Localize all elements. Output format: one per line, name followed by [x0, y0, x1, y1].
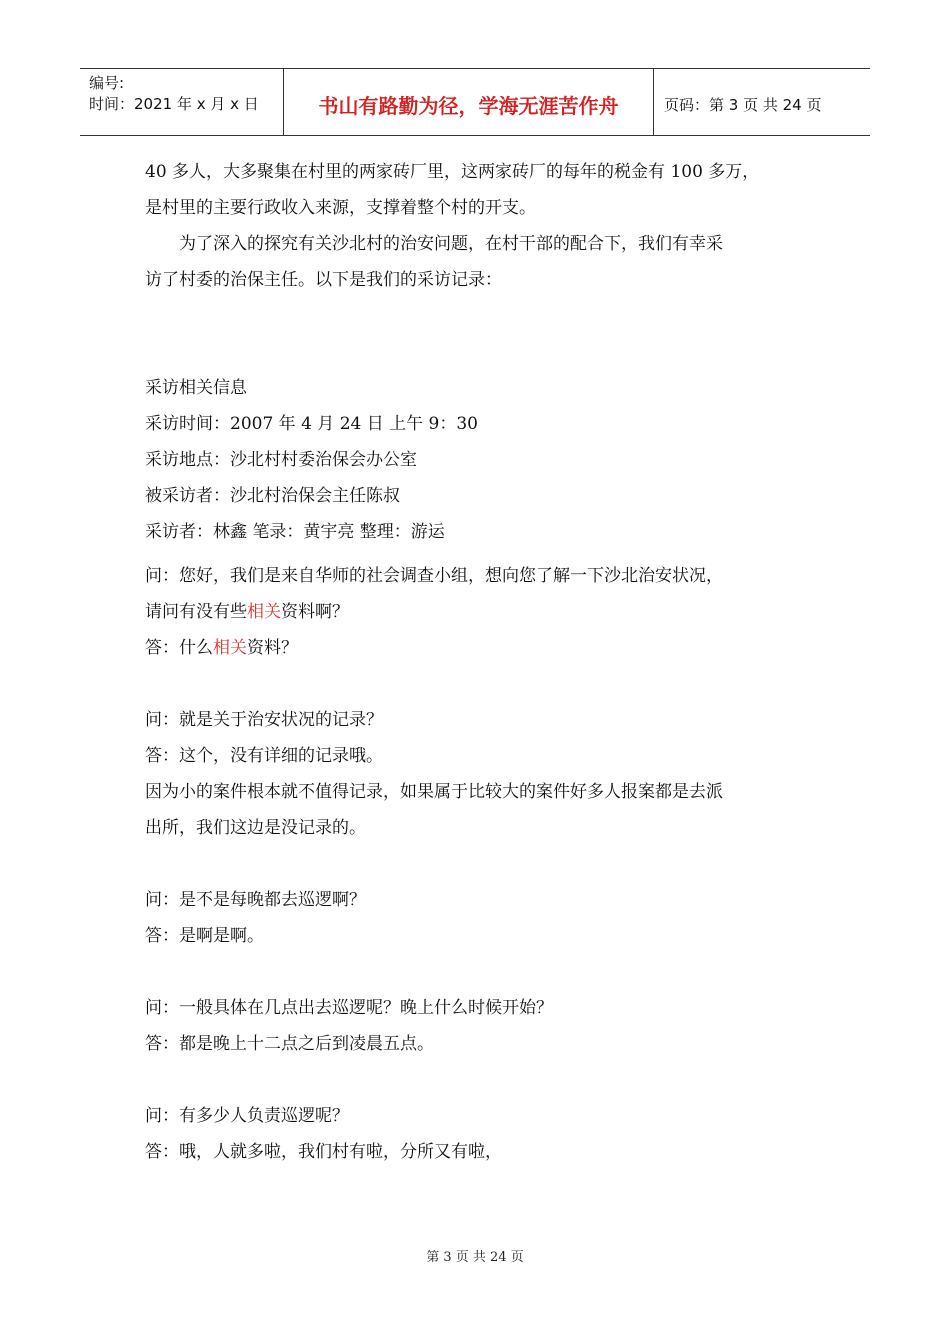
highlighted-term: 相关 [247, 602, 281, 622]
question-line [145, 594, 815, 630]
answer-line: 答：哦，人就多啦，我们村有啦，分所又有啦， [145, 1142, 502, 1162]
interview-info-title: 采访相关信息 [145, 378, 247, 398]
document-date: 时间：2021 年 x 月 x 日 [89, 95, 259, 113]
answer-line: 出所，我们这边是没记录的。 [145, 818, 366, 838]
interviewee: 被采访者：沙北村治保会主任陈叔 [145, 486, 400, 506]
interview-time: 采访时间：2007 年 4 月 24 日 上午 9：30 [145, 414, 478, 434]
paragraph-line: 为了深入的探究有关沙北村的治安问题，在村干部的配合下，我们有幸采 [179, 234, 723, 254]
text-span: 资料啊？ [281, 602, 349, 622]
header-meta [80, 69, 283, 135]
page-header [80, 68, 870, 136]
highlighted-term: 相关 [213, 638, 247, 658]
text-span: 资料？ [247, 638, 298, 658]
interview-staff: 采访者：林鑫 笔录：黄宇亮 整理：游运 [145, 522, 445, 542]
question-line: 问：有多少人负责巡逻呢？ [145, 1106, 349, 1126]
paragraph-line: 40 多人，大多聚集在村里的两家砖厂里，这两家砖厂的每年的税金有 100 多万， [145, 162, 760, 182]
question-line: 问：您好，我们是来自华师的社会调查小组，想向您了解一下沙北治安状况， [145, 566, 723, 586]
question-line: 问：是不是每晚都去巡逻啊？ [145, 890, 366, 910]
page-footer: 第 3 页 共 24 页 [426, 1250, 524, 1265]
header-motto: 书山有路勤为径，学海无涯苦作舟 [283, 69, 654, 135]
paragraph-line: 访了村委的治保主任。以下是我们的采访记录： [145, 270, 502, 290]
answer-line [145, 630, 815, 666]
header-page-number: 页码：第 3 页 共 24 页 [664, 95, 822, 114]
text-span: 请问有没有些 [145, 602, 247, 622]
answer-line: 答：都是晚上十二点之后到凌晨五点。 [145, 1034, 434, 1054]
answer-line: 答：这个，没有详细的记录哦。 [145, 746, 383, 766]
question-line: 问：就是关于治安状况的记录？ [145, 710, 383, 730]
question-line: 问：一般具体在几点出去巡逻呢？晚上什么时候开始？ [145, 998, 553, 1018]
text-span: 答：什么 [145, 638, 213, 658]
interview-place: 采访地点：沙北村村委治保会办公室 [145, 450, 417, 470]
answer-line: 答：是啊是啊。 [145, 926, 264, 946]
answer-line: 因为小的案件根本就不值得记录，如果属于比较大的案件好多人报案都是去派 [145, 782, 723, 802]
document-number-label: 编号: [89, 74, 125, 92]
document-body [145, 154, 815, 1170]
paragraph-line: 是村里的主要行政收入来源，支撑着整个村的开支。 [145, 198, 536, 218]
